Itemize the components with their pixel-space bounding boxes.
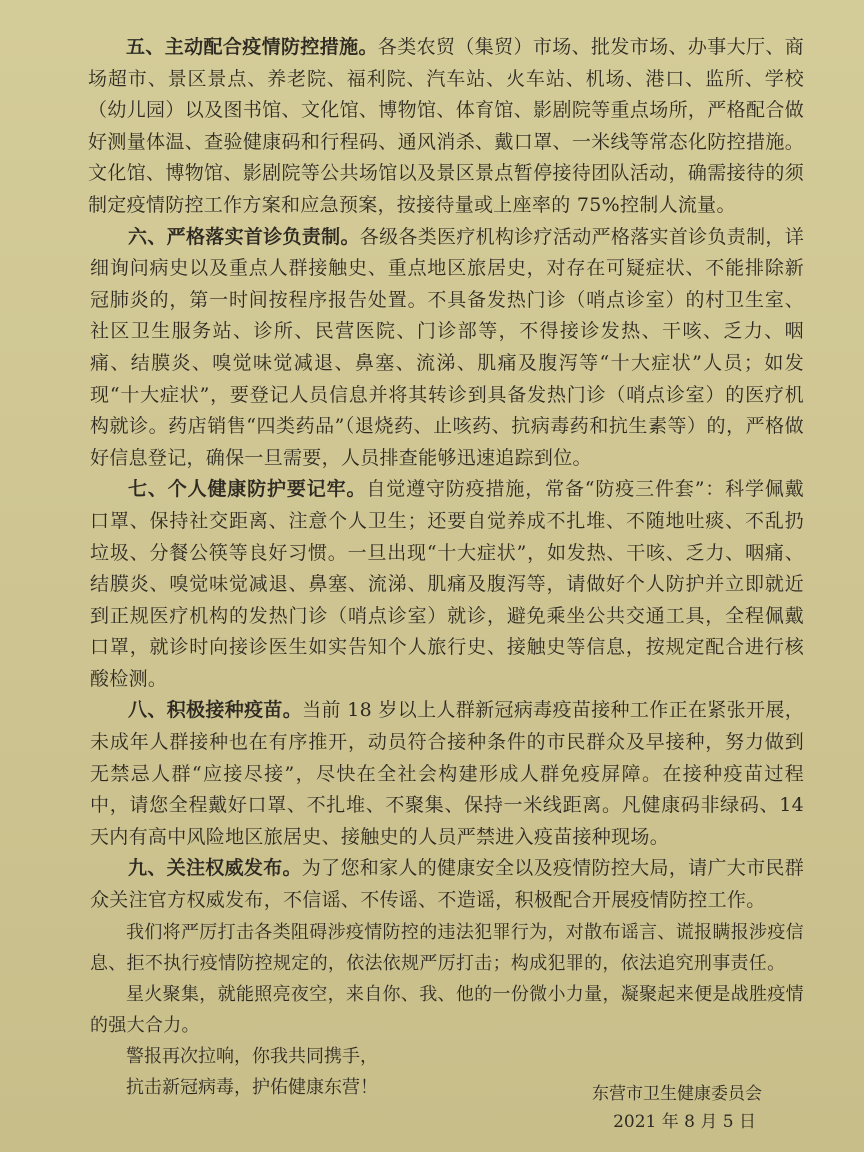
paragraph-body: 自觉遵守防疫措施，常备“防疫三件套”：科学佩戴口罩、保持社交距离、注意个人卫生；还要自觉养成不扎堆、不随地吐痰、不乱扔垃圾、分餐公筷等良好习惯。一旦出现“十大症状”，如发热、干咳、乏力、咽痛、结膜炎、嗅觉味觉减退、鼻塞、流涕、肌痛及腹泻等，请做好个人防护并立即就近到正规医疗机构的发热门诊（哨点诊室）就诊，避免乘坐公共交通工具，全程佩戴口罩，就诊时向接诊医生如实告知个人旅行史、接触史等信息，按规定配合进行核酸检测。: [90, 478, 805, 690]
signature-date: 2021 年 8 月 5 日: [613, 1112, 756, 1132]
paragraph-heading: 六、严格落实首诊负责制。: [128, 225, 360, 248]
paragraph-heading: 七、个人健康防护要记牢。: [128, 478, 367, 501]
slogan-line-2: 抗击新冠病毒，护佑健康东营！: [126, 1076, 378, 1098]
slogan-line-1: 警报再次拉响，你我共同携手，: [126, 1045, 378, 1067]
paragraph-body: 当前 18 岁以上人群新冠病毒疫苗接种工作正在紧张开展，未成年人群接种也在有序推开，动员符合接种条件的市民群众及早接种，努力做到无禁忌人群“应接尽接”，尽快在全社会构建形成人群免疫屏障。在接种疫苗过程中，请您全程戴好口罩、不扎堆、不聚集、保持一米线距离。凡健康码非绿码、14 天内有高中风险地区旅居史、接触史的人员严禁进入疫苗接种现场。: [90, 699, 804, 848]
signature-org: 东营市卫生健康委员会: [592, 1084, 762, 1104]
closing-paragraph-2: 星火聚集，就能照亮夜空，来自你、我、他的一份微小力量，凝聚起来便是战胜疫情的强大合力。: [90, 983, 804, 1036]
paragraph-heading: 八、积极接种疫苗。: [128, 699, 303, 722]
paragraph-body: 各类农贸（集贸）市场、批发市场、办事大厅、商场超市、景区景点、养老院、福利院、汽车站、火车站、机场、港口、监所、学校（幼儿园）以及图书馆、文化馆、博物馆、体育馆、影剧院等重点场所，严格配合做好测量体温、查验健康码和行程码、通风消杀、戴口罩、一米线等常态化防控措施。文化馆、博物馆、影剧院等公共场馆以及景区景点暂停接待团队活动，确需接待的须制定疫情防控工作方案和应急预案，按接待量或上座率的 75%控制人流量。: [88, 36, 804, 216]
paragraph-9: [90, 853, 804, 916]
paragraph-8: [90, 695, 804, 853]
paragraph-body: 各级各类医疗机构诊疗活动严格落实首诊负责制，详细询问病史以及重点人群接触史、重点地区旅居史，对存在可疑症状、不能排除新冠肺炎的，第一时间按程序报告处置。不具备发热门诊（哨点诊室）的村卫生室、社区卫生服务站、诊所、民营医院、门诊部等，不得接诊发热、干咳、乏力、咽痛、结膜炎、嗅觉味觉减退、鼻塞、流涕、肌痛及腹泻等“十大症状”人员；如发现“十大症状”，要登记人员信息并将其转诊到具备发热门诊（哨点诊室）的医疗机构就诊。药店销售“四类药品”（退烧药、止咳药、抗病毒药和抗生素等）的，严格做好信息登记，确保一旦需要，人员排查能够迅速追踪到位。: [90, 225, 804, 469]
paragraph-heading: 九、关注权威发布。: [128, 857, 302, 880]
paragraph-body: 为了您和家人的健康安全以及疫情防控大局，请广大市民群众关注官方权威发布，不信谣、不传谣、不造谣，积极配合开展疫情防控工作。: [90, 857, 805, 912]
paragraph-5: [88, 32, 804, 222]
closing-paragraph-1: 我们将严厉打击各类阻碍涉疫情防控的违法犯罪行为，对散布谣言、谎报瞒报涉疫信息、拒不执行疫情防控规定的，依法依规严厉打击；构成犯罪的，依法追究刑事责任。: [90, 921, 804, 974]
signature-block: [592, 1080, 762, 1136]
paragraph-6: [90, 222, 804, 475]
paragraph-7: [90, 474, 804, 695]
paragraph-heading: 五、主动配合疫情防控措施。: [126, 36, 378, 58]
